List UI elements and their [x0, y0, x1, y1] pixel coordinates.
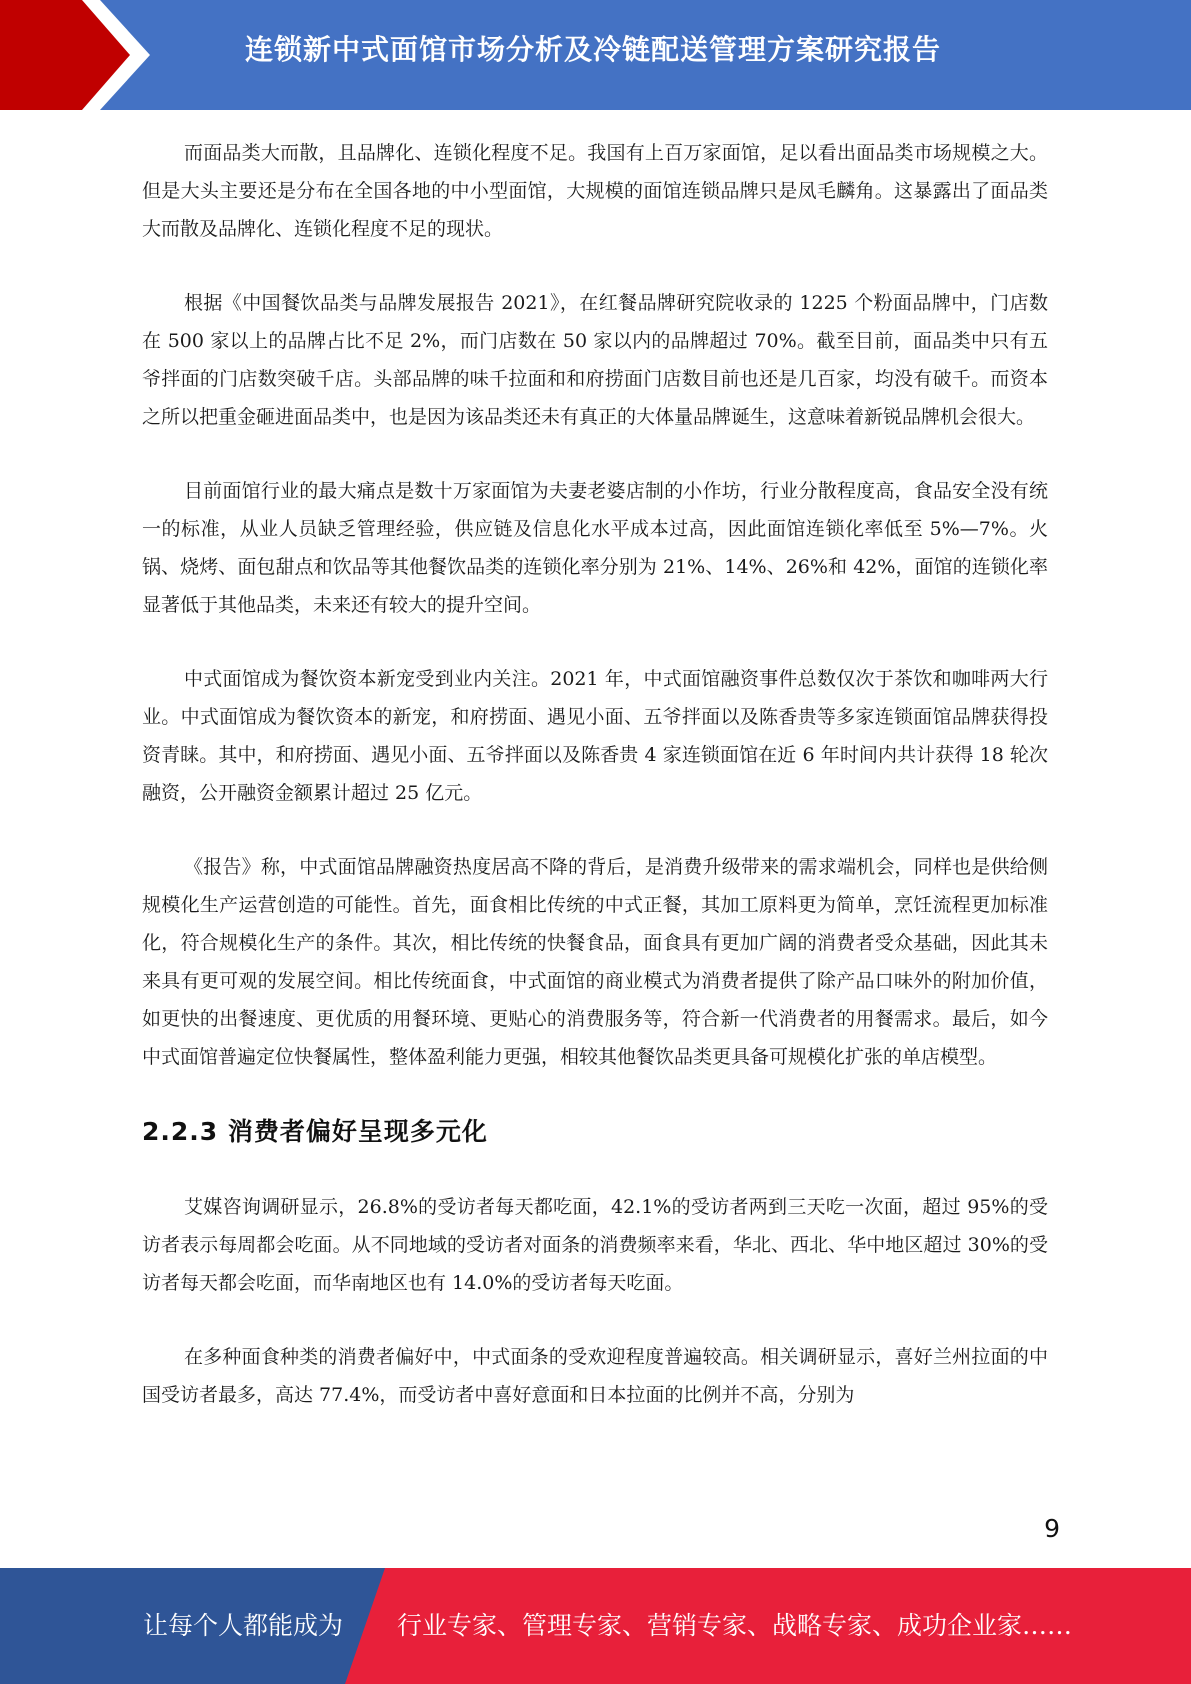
document-body [142, 134, 1048, 1450]
page-number: 9 [1044, 1514, 1060, 1543]
paragraph: 根据《中国餐饮品类与品牌发展报告 2021》，在红餐品牌研究院收录的 1225 个粉面品牌中，门店数在 500 家以上的品牌占比不足 2%，而门店数在 50 家以内的品牌超过 70%。截至目前，面品类中只有五爷拌面的门店数突破千店。头部品牌的味千拉面和和府捞面门店数目前也还是几百家，均没有破千。而资本之所以把重金砸进面品类中，也是因为该品类还未有真正的大体量品牌诞生，这意味着新锐品牌机会很大。 [142, 292, 1048, 428]
footer-slogan-right: 行业专家、管理专家、营销专家、战略专家、成功企业家…… [397, 1611, 1073, 1640]
footer-slogan-left: 让每个人都能成为 [143, 1611, 344, 1640]
paragraph: 而面品类大而散，且品牌化、连锁化程度不足。我国有上百万家面馆，足以看出面品类市场规模之大。但是大头主要还是分布在全国各地的中小型面馆，大规模的面馆连锁品牌只是凤毛麟角。这暴露出了面品类大而散及品牌化、连锁化程度不足的现状。 [142, 142, 1048, 240]
header-arrow-icon [0, 0, 150, 110]
document-title: 连锁新中式面馆市场分析及冷链配送管理方案研究报告 [245, 33, 942, 66]
paragraph: 《报告》称，中式面馆品牌融资热度居高不降的背后，是消费升级带来的需求端机会，同样也是供给侧规模化生产运营创造的可能性。首先，面食相比传统的中式正餐，其加工原料更为简单，烹饪流程更加标准化，符合规模化生产的条件。其次，相比传统的快餐食品，面食具有更加广阔的消费者受众基础，因此其未来具有更可观的发展空间。相比传统面食，中式面馆的商业模式为消费者提供了除产品口味外的附加价值，如更快的出餐速度、更优质的用餐环境、更贴心的消费服务等，符合新一代消费者的用餐需求。最后，如今中式面馆普遍定位快餐属性，整体盈利能力更强，相较其他餐饮品类更具备可规模化扩张的单店模型。 [142, 856, 1048, 1068]
section-heading: 2.2.3 消费者偏好呈现多元化 [142, 1117, 488, 1146]
footer-band [0, 1568, 1191, 1684]
paragraph: 中式面馆成为餐饮资本新宠受到业内关注。2021 年，中式面馆融资事件总数仅次于茶饮和咖啡两大行业。中式面馆成为餐饮资本的新宠，和府捞面、遇见小面、五爷拌面以及陈香贵等多家连锁面馆品牌获得投资青睐。其中，和府捞面、遇见小面、五爷拌面以及陈香贵 4 家连锁面馆在近 6 年时间内共计获得 18 轮次融资，公开融资金额累计超过 25 亿元。 [142, 668, 1048, 804]
paragraph: 艾媒咨询调研显示，26.8%的受访者每天都吃面，42.1%的受访者两到三天吃一次面，超过 95%的受访者表示每周都会吃面。从不同地域的受访者对面条的消费频率来看，华北、西北、华中地区超过 30%的受访者每天都会吃面，而华南地区也有 14.0%的受访者每天吃面。 [142, 1196, 1048, 1294]
header-band [0, 0, 1191, 110]
paragraph: 目前面馆行业的最大痛点是数十万家面馆为夫妻老婆店制的小作坊，行业分散程度高，食品安全没有统一的标准，从业人员缺乏管理经验，供应链及信息化水平成本过高，因此面馆连锁化率低至 5%—7%。火锅、烧烤、面包甜点和饮品等其他餐饮品类的连锁化率分别为 21%、14%、26%和 42%，面馆的连锁化率显著低于其他品类，未来还有较大的提升空间。 [142, 480, 1048, 616]
paragraph: 在多种面食种类的消费者偏好中，中式面条的受欢迎程度普遍较高。相关调研显示，喜好兰州拉面的中国受访者最多，高达 77.4%，而受访者中喜好意面和日本拉面的比例并不高，分别为 [142, 1346, 1048, 1406]
